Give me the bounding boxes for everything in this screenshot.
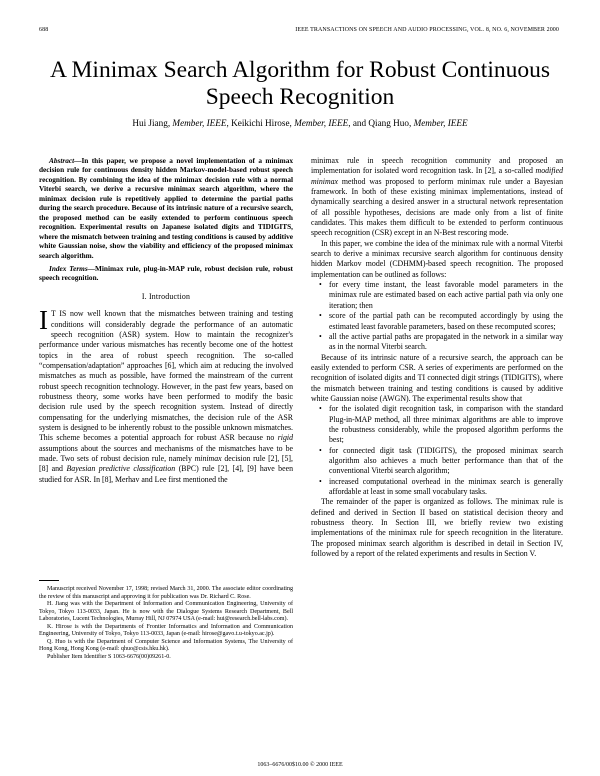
author-1: Hui Jiang, bbox=[132, 118, 171, 128]
intro-text-d: (BPC) rule [2], [4], [9] have been studied for ASR. In [8], Merhav and Lee first mentioned the bbox=[39, 464, 293, 484]
intro-text-c: decision rule [2], [5], [8] and bbox=[39, 454, 293, 474]
list-item bbox=[311, 332, 563, 353]
intro-rigid: rigid bbox=[277, 433, 293, 443]
index-terms-text: Minimax rule, plug-in-MAP rule, robust decision rule, robust speech recognition. bbox=[39, 263, 293, 283]
running-header: IEEE TRANSACTIONS ON SPEECH AND AUDIO PROCESSING, VOL. 8, NO. 6, NOVEMBER 2000 bbox=[295, 27, 559, 33]
abstract-lead: Abstract— bbox=[49, 156, 82, 165]
author-2-role: Member, IEEE bbox=[294, 118, 349, 128]
list-item bbox=[311, 311, 563, 332]
author-3: , and Qiang Huo, bbox=[348, 118, 412, 128]
footnote: Q. Huo is with the Department of Computer Science and Information Systems, The University of Hong Kong, Hong Kong (e-mail: qhuo@csis.hku.hk). bbox=[39, 638, 293, 653]
footnotes bbox=[39, 580, 293, 661]
page-number: 688 bbox=[39, 27, 49, 33]
list-item-text: all the active partial paths are propagated in the network in a similar way as in the normal Viterbi search. bbox=[329, 331, 563, 352]
bullet-icon: • bbox=[319, 404, 322, 414]
author-1-role: Member, IEEE bbox=[172, 118, 227, 128]
list-item-text: for every time instant, the least favorable model parameters in the minimax rule are estimated based on each active partial path via only one iteration; then bbox=[329, 280, 563, 310]
abstract bbox=[39, 156, 293, 260]
author-line bbox=[20, 118, 580, 128]
drop-cap: I bbox=[39, 305, 48, 336]
bullet-icon: • bbox=[319, 280, 322, 290]
bullet-icon: • bbox=[319, 445, 322, 455]
index-terms-lead: Index Terms— bbox=[49, 263, 95, 273]
list-item bbox=[311, 446, 563, 477]
footnote: Manuscript received November 17, 1998; revised March 31, 2000. The associate editor coordinating the review of this manuscript and approving it for publication was Dr. Richard C. Rose. bbox=[39, 586, 293, 600]
right-paragraph-1 bbox=[311, 156, 563, 239]
right-paragraph-3: Because of its intrinsic nature of a recursive search, the approach can be easily extended to perform CSR. A series of experiments are performed on the recognition of isolated digits and TI connected digit strings (TIDIGITS), where the mismatch between training and testing conditions is caused by additive white Gaussian noise (AWGN). The experimental results show that bbox=[311, 352, 563, 403]
footnote: K. Hirose is with the Departments of Frontier Informatics and Information and Communication Engineering, University of Tokyo, Tokyo 113-0033, Japan (e-mail: hirose@gavo.t.u-tokyo.ac.jp). bbox=[39, 623, 293, 638]
outline-list bbox=[311, 280, 563, 352]
right-paragraph-4: The remainder of the paper is organized as follows. The minimax rule is defined and derived in Section II based on statistical decision theory and robustness theory. In Section III, we briefly review two existing implementations of the minimax rule for speech recognition in the literature. The proposed minimax search algorithm is described in detail in Section IV, followed by a report of the related experiments and results in Section V. bbox=[311, 497, 563, 559]
author-2: , Keikichi Hirose, bbox=[226, 118, 292, 128]
right-p1-b: method was proposed to perform minimax rule under a Bayesian framework. In both of these existing minimax implementations, instead of dynamically searching a desired answer in a structural network representation of all possible hypotheses, decisions are made only from a list of finite candidates. This makes them difficult to be extended to perform continuous speech recognition (CSR) except in an N-Best rescoring mode. bbox=[311, 176, 563, 238]
results-list bbox=[311, 404, 563, 497]
paper-title: A Minimax Search Algorithm for Robust Continuous Speech Recognition bbox=[49, 57, 551, 110]
list-item bbox=[311, 280, 563, 311]
left-column bbox=[39, 156, 293, 485]
bullet-icon: • bbox=[319, 331, 322, 341]
list-item-text: for connected digit task (TIDIGITS), the proposed minimax search algorithm also achieves a much better performance than that of the conventional Viterbi search algorithm; bbox=[329, 445, 563, 476]
intro-paragraph bbox=[39, 305, 293, 485]
abstract-text: In this paper, we propose a novel implementation of a minimax decision rule for continuous density hidden Markov-model-based robust speech recognition. By combining the idea of the minimax decision rule with a normal Viterbi search, we derive a recursive minimax search algorithm, where the minimax decision rule is repetitively applied to determine the partial paths during the search procedure. Because of its intrinsic nature of a recursive search, the proposed method can be easily extended to perform continuous speech recognition. Experimental results on Japanese isolated digits and TIDIGITS, where the mismatch between training and testing conditions is caused by additive white Gaussian noise, show the viability and efficiency of the proposed minimax search algorithm. bbox=[39, 156, 293, 260]
list-item bbox=[311, 477, 563, 498]
right-paragraph-2: In this paper, we combine the idea of the minimax rule with a normal Viterbi search to derive a minimax recursive search algorithm for continuous density hidden Markov model (CDHMM)-based speech recognition. The proposed implementation can be outlined as follows: bbox=[311, 238, 563, 279]
page-footer: 1063–6676/00$10.00 © 2000 IEEE bbox=[257, 762, 343, 768]
footnote: Publisher Item Identifier S 1063-6676(00)09261-0. bbox=[47, 653, 171, 660]
list-item-text: score of the partial path can be recomputed accordingly by using the estimated least favorable parameters, based on these recomputed scores; bbox=[329, 311, 563, 331]
intro-text-a: T IS now well known that the mismatches between training and testing conditions will considerably degrade the performance of an automatic speech recognition (ASR) system. How to maintain the recognizer's performance under various mismatches has recently become one of the hottest topics in the area of robust speech recognition. The so-called “compensation/adaptation” approaches [6], which aim at reducing the involved mismatches as much as possible, have formed the mainstream of the current robust speech recognition technology. However, in the past few years, based on robustness theory, some works have been performed to modify the basic decision rule used by the speech recognition system. Instead of directly compensating for the underlying mismatches, the decision rule of the ASR system is designed to be inherently robust to the possible unknown mismatches. This scheme becomes a potential approach for robust ASR because no bbox=[39, 309, 293, 443]
section-heading-introduction: I. Introduction bbox=[141, 291, 191, 301]
bullet-icon: • bbox=[319, 476, 322, 486]
list-item-text: increased computational overhead in the minimax search is generally affordable at least in some small vocabulary tasks. bbox=[329, 476, 563, 496]
list-item bbox=[311, 404, 563, 445]
author-3-role: Member, IEEE bbox=[413, 118, 468, 128]
intro-minimax: minimax bbox=[194, 454, 222, 464]
bullet-icon: • bbox=[319, 311, 322, 321]
footnote: H. Jiang was with the Department of Information and Communication Engineering, University of Tokyo, Tokyo 113-0033, Japan. He is now with the Dialogue Systems Research Department, Bell Laboratories, Lucent Technologies, Murray Hill, NJ 07974 USA (e-mail: hui@research.bell-labs.com). bbox=[39, 601, 293, 623]
footnote-rule bbox=[39, 580, 59, 581]
right-p1-modified: modified minimax bbox=[311, 166, 563, 186]
right-column bbox=[311, 156, 563, 559]
intro-text-b: assumptions about the sources and mechanisms of the mismatches have to be made. Two sets of robust decision rule, namely bbox=[39, 443, 293, 464]
list-item-text: for the isolated digit recognition task, in comparison with the standard Plug-in-MAP method, all three minimax algorithms are able to improve the robustness considerably, while the proposed algorithm performs the best; bbox=[329, 404, 563, 445]
index-terms bbox=[39, 264, 293, 283]
right-p1-a: minimax rule in speech recognition community and proposed an implementation for isolated word recognition task. In [2], a so-called bbox=[311, 156, 563, 176]
intro-bpc: Bayesian predictive classification bbox=[66, 464, 176, 474]
